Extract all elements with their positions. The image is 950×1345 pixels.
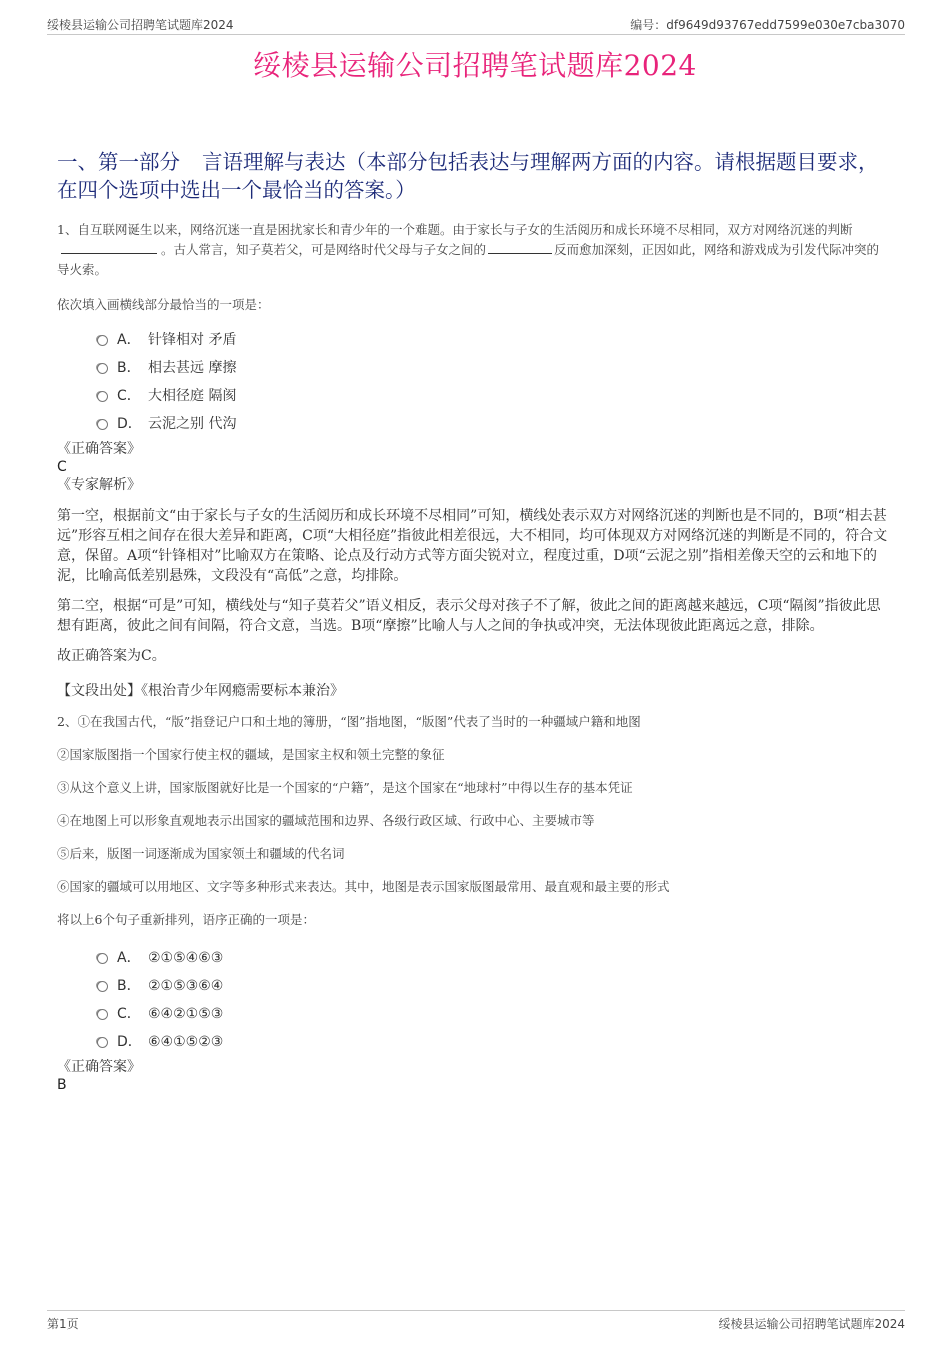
q2-sentence-6: ⑥国家的疆域可以用地区、文字等多种形式来表达。其中，地图是表示国家版图最常用、最直观和最主要的形式 bbox=[57, 879, 670, 894]
q1-analysis-2: 第二空，根据“可是”可知，横线处与“知子莫若父”语义相反，表示父母对孩子不了解，彼此之间的距离越来越远，C项“隔阂”指彼此思想有距离，彼此之间有间隔，符合文意，当选。B项“摩擦”比喻人与人之间的争执或冲突，无法体现彼此距离远之意，排除。 bbox=[57, 598, 881, 634]
option-letter: A． bbox=[117, 950, 141, 966]
option-text: ②①⑤③⑥④ bbox=[148, 978, 224, 994]
q2-sentence-2: ②国家版图指一个国家行使主权的疆域，是国家主权和领土完整的象征 bbox=[57, 747, 445, 762]
section-text: 言语理解与表达（本部分包括表达与理解两方面的内容。请根据题目要求，在四个选项中选出一个最恰当的答案。） bbox=[57, 150, 879, 202]
q1-answer-label: 《正确答案》 bbox=[57, 441, 141, 457]
page-footer bbox=[47, 1310, 905, 1331]
q2-sentence-4: ④在地图上可以形象直观地表示出国家的疆域范围和边界、各级行政区域、行政中心、主要城市等 bbox=[57, 813, 595, 828]
q1-prompt: 依次填入画横线部分最恰当的一项是： bbox=[57, 297, 270, 312]
q1-option-a[interactable] bbox=[57, 326, 888, 354]
radio-icon[interactable] bbox=[97, 1037, 108, 1048]
radio-icon[interactable] bbox=[97, 1009, 108, 1020]
q1-analysis-1: 第一空，根据前文“由于家长与子女的生活阅历和成长环境不尽相同”可知，横线处表示双方对网络沉迷的判断也是不同的，B项“相去甚远”形容互相之间存在很大差异和距离，C项“大相径庭”指彼此相差很远，大不相同，均可体现双方对网络沉迷的判断是不同的，符合文意，保留。A项“针锋相对”比喻双方在策略、论点及行动方式等方面尖锐对立，程度过重，D项“云泥之别”指相差像天空的云和地下的泥，比喻高低差别悬殊，文段没有“高低”之意，均排除。 bbox=[57, 508, 888, 584]
option-letter: A． bbox=[117, 332, 141, 348]
q2-answer: B bbox=[57, 1077, 67, 1093]
q1-stem-part3: 反而愈加深刻，正因如此，网络和游戏成为引发代际冲突的导火索。 bbox=[57, 242, 880, 277]
radio-icon[interactable] bbox=[97, 391, 108, 402]
header-doc-title: 绥棱县运输公司招聘笔试题库2024 bbox=[47, 18, 234, 32]
q2-sentence-5: ⑤后来，版图一词逐渐成为国家领土和疆域的代名词 bbox=[57, 846, 345, 861]
q1-stem-part1: 1、自互联网诞生以来，网络沉迷一直是困扰家长和青少年的一个难题。由于家长与子女的生活阅历和成长环境不尽相同，双方对网络沉迷的判断 bbox=[57, 222, 853, 237]
q1-blank-1 bbox=[61, 241, 157, 254]
q1-blank-2 bbox=[488, 241, 552, 254]
radio-icon[interactable] bbox=[97, 981, 108, 992]
q1-analysis-label: 《专家解析》 bbox=[57, 477, 141, 493]
option-letter: D． bbox=[117, 416, 142, 432]
option-letter: B． bbox=[117, 978, 141, 994]
q1-stem bbox=[57, 220, 888, 280]
question-content bbox=[57, 220, 888, 1094]
q1-analysis-conclusion: 故正确答案为C。 bbox=[57, 648, 166, 664]
option-text: ②①⑤④⑥③ bbox=[148, 950, 224, 966]
q2-option-a[interactable] bbox=[57, 944, 888, 972]
q2-options bbox=[57, 944, 888, 1056]
q2-sentence-1: 2、①在我国古代，“版”指登记户口和土地的簿册，“图”指地图，“版图”代表了当时的一种疆域户籍和地图 bbox=[57, 714, 641, 729]
header-doc-id: 编号：df9649d93767edd7599e030e7cba3070 bbox=[630, 18, 905, 32]
radio-icon[interactable] bbox=[97, 419, 108, 430]
q2-prompt: 将以上6个句子重新排列，语序正确的一项是： bbox=[57, 912, 315, 927]
option-text: 大相径庭 隔阂 bbox=[148, 388, 237, 404]
option-text: 相去甚远 摩擦 bbox=[148, 360, 237, 376]
page-header bbox=[47, 14, 905, 35]
radio-icon[interactable] bbox=[97, 363, 108, 374]
option-letter: C． bbox=[117, 1006, 141, 1022]
option-text: ⑥④①⑤②③ bbox=[148, 1034, 224, 1050]
option-letter: B． bbox=[117, 360, 141, 376]
q1-source: 【文段出处】《根治青少年网瘾需要标本兼治》 bbox=[57, 683, 344, 699]
section-heading bbox=[57, 148, 890, 204]
radio-icon[interactable] bbox=[97, 335, 108, 346]
option-text: 针锋相对 矛盾 bbox=[148, 332, 237, 348]
option-letter: D． bbox=[117, 1034, 142, 1050]
q2-option-d[interactable] bbox=[57, 1028, 888, 1056]
option-text: ⑥④②①⑤③ bbox=[148, 1006, 224, 1022]
page-number: 第1页 bbox=[47, 1317, 79, 1331]
q1-stem-part2: 。古人常言，知子莫若父，可是网络时代父母与子女之间的 bbox=[161, 242, 487, 257]
option-text: 云泥之别 代沟 bbox=[148, 416, 237, 432]
footer-doc-title: 绥棱县运输公司招聘笔试题库2024 bbox=[718, 1317, 905, 1331]
q2-sentence-3: ③从这个意义上讲，国家版图就好比是一个国家的“户籍”，是这个国家在“地球村”中得以生存的基本凭证 bbox=[57, 780, 633, 795]
q2-option-b[interactable] bbox=[57, 972, 888, 1000]
section-prefix: 一、第一部分 bbox=[57, 150, 180, 174]
q1-option-b[interactable] bbox=[57, 354, 888, 382]
q1-options bbox=[57, 326, 888, 438]
q1-answer: C bbox=[57, 459, 67, 475]
q1-option-c[interactable] bbox=[57, 382, 888, 410]
q1-option-d[interactable] bbox=[57, 410, 888, 438]
q2-answer-label: 《正确答案》 bbox=[57, 1059, 141, 1075]
option-letter: C． bbox=[117, 388, 141, 404]
page-title: 绥棱县运输公司招聘笔试题库2024 bbox=[253, 49, 697, 82]
q2-option-c[interactable] bbox=[57, 1000, 888, 1028]
radio-icon[interactable] bbox=[97, 953, 108, 964]
